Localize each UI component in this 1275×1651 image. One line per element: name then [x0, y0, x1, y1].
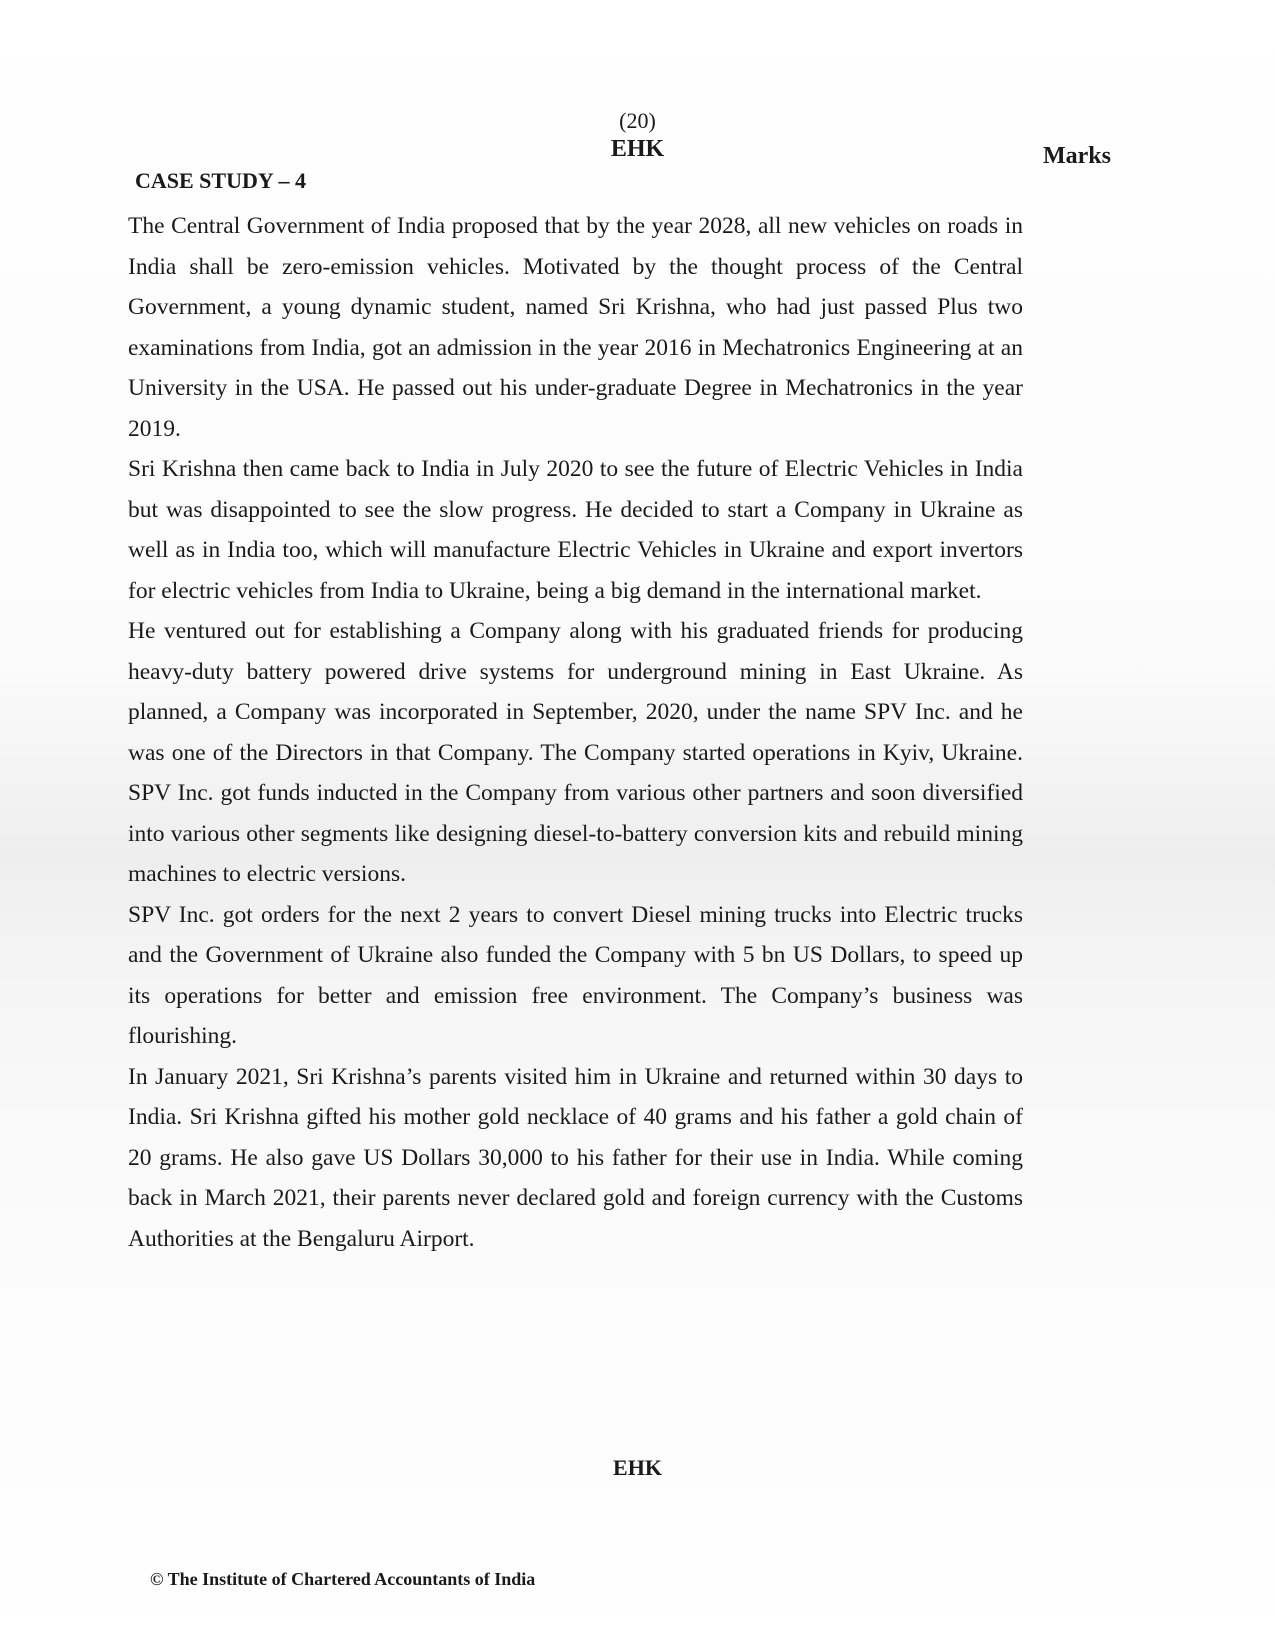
case-study-title: CASE STUDY – 4 [135, 168, 306, 193]
paragraph-3: He ventured out for establishing a Company along with his graduated friends for producing heavy-duty battery powered drive systems for underground mining in East Ukraine. As planned, a Company was incorporated in September, 2020, under the name SPV Inc. and he was one of the Directors in that Company. The Company started operations in Kyiv, Ukraine. SPV Inc. got funds inducted in the Company from various other partners and soon diversified into various other segments like designing diesel-to-battery conversion kits and rebuild mining machines to electric versions. [128, 618, 1023, 887]
page-number: (20) [619, 108, 656, 133]
paragraph-1: The Central Government of India proposed that by the year 2028, all new vehicles on roads in India shall be zero-emission vehicles. Motivated by the thought process of the Central Government, a young dynamic student, named Sri Krishna, who had just passed Plus two examinations from India, got an admission in the year 2016 in Mechatronics Engineering at an University in the USA. He passed out his under-graduate Degree in Mechatronics in the year 2019. [128, 213, 1023, 442]
footer-paper-code: EHK [613, 1455, 662, 1480]
marks-column-label: Marks [1043, 143, 1111, 169]
paragraph-5: In January 2021, Sri Krishna’s parents visited him in Ukraine and returned within 30 days to India. Sri Krishna gifted his mother gold necklace of 40 grams and his father a gold chain of 20 grams. He also gave US Dollars 30,000 to his father for their use in India. While coming back in March 2021, their parents never declared gold and foreign currency with the Customs Authorities at the Bengaluru Airport. [128, 1063, 1023, 1252]
copyright-notice: © The Institute of Chartered Accountants of India [150, 1569, 536, 1589]
case-study-body [128, 206, 1023, 1259]
paragraph-4: SPV Inc. got orders for the next 2 years to convert Diesel mining trucks into Electric trucks and the Government of Ukraine also funded the Company with 5 bn US Dollars, to speed up its operations for better and emission free environment. The Company’s business was flourishing. [128, 901, 1023, 1049]
paragraph-2: Sri Krishna then came back to India in July 2020 to see the future of Electric Vehicles in India but was disappointed to see the slow progress. He decided to start a Company in Ukraine as well as in India too, which will manufacture Electric Vehicles in Ukraine and export invertors for electric vehicles from India to Ukraine, being a big demand in the international market. [128, 456, 1023, 604]
header-paper-code: EHK [610, 136, 665, 162]
